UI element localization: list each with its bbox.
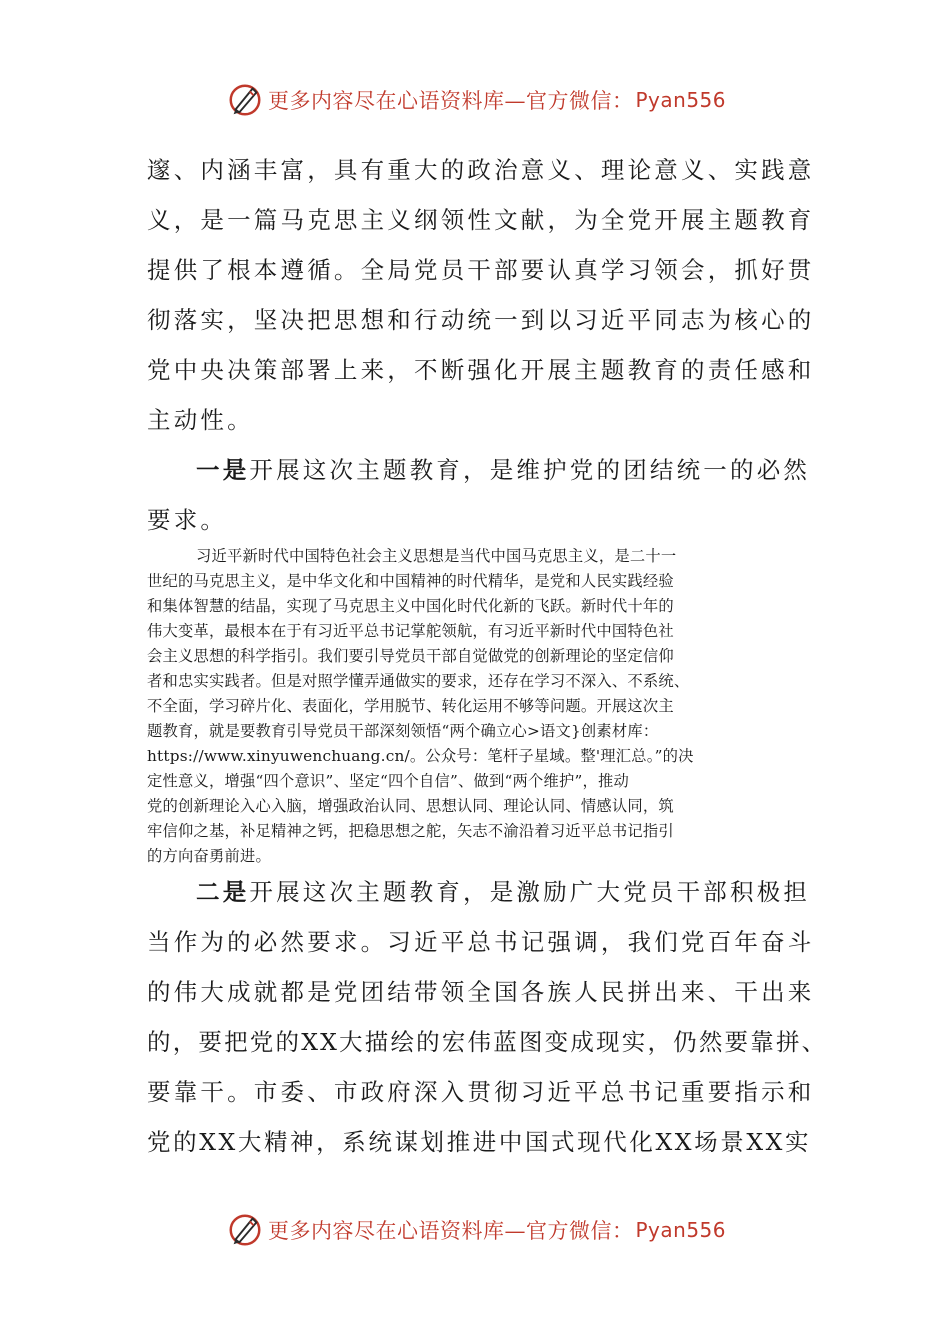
- banner-text: 更多内容尽在心语资料库—官方微信：: [268, 1219, 634, 1243]
- footer-banner: [226, 1208, 746, 1252]
- banner-wechat-id: Pyan556: [635, 88, 727, 112]
- body-line: 邃、内涵丰富，具有重大的政治意义、理论意义、实践意: [147, 156, 815, 184]
- small-paragraph-line: 定性意义，增强“四个意识”、坚定“四个自信”、做到“两个维护”，推动: [147, 772, 630, 790]
- pen-logo-icon: [226, 81, 264, 119]
- point-two-lead: 二是: [196, 878, 250, 906]
- banner-wechat-id: Pyan556: [635, 1218, 727, 1242]
- body-line: 的伟大成就都是党团结带领全国各族人民拼出来、干出来: [147, 978, 815, 1006]
- small-paragraph-line: 不全面，学习碎片化、表面化，学用脱节、转化运用不够等问题。开展这次主: [147, 697, 674, 715]
- small-paragraph-line: 者和忠实实践者。但是对照学懂弄通做实的要求，还存在学习不深入、不系统、: [147, 672, 690, 690]
- small-paragraph-line: 牢信仰之基，补足精神之钙，把稳思想之舵，矢志不渝沿着习近平总书记指引: [147, 822, 674, 840]
- small-paragraph-line: 会主义思想的科学指引。我们要引导党员干部自觉做党的创新理论的坚定信仰: [147, 647, 674, 665]
- small-paragraph-line: 党的创新理论入心入脑，增强政治认同、思想认同、理论认同、情感认同，筑: [147, 797, 674, 815]
- small-paragraph-line: 的方向奋勇前进。: [147, 847, 271, 865]
- pen-logo-icon: [226, 1211, 264, 1249]
- small-paragraph-line: 伟大变革，最根本在于有习近平总书记掌舵领航，有习近平新时代中国特色社: [147, 622, 674, 640]
- small-paragraph-line: 世纪的马克思主义，是中华文化和中国精神的时代精华，是党和人民实践经验: [147, 572, 674, 590]
- point-one-continuation: 要求。: [147, 506, 228, 534]
- body-line: 党的XX大精神，系统谋划推进中国式现代化XX场景XX实: [147, 1128, 812, 1156]
- point-one-heading: [196, 455, 810, 485]
- header-banner: [226, 78, 746, 122]
- body-line: 的，要把党的XX大描绘的宏伟蓝图变成现实，仍然要靠拼、: [147, 1028, 828, 1056]
- point-one-text: 开展这次主题教育，是维护党的团结统一的必然: [249, 456, 811, 484]
- small-paragraph-line: https://www.xinyuwenchuang.cn/。公众号：笔杆子星域。整'理汇总。”的决: [147, 747, 694, 765]
- banner-text: 更多内容尽在心语资料库—官方微信：: [268, 89, 634, 113]
- small-paragraph-line: 习近平新时代中国特色社会主义思想是当代中国马克思主义，是二十一: [196, 547, 677, 565]
- body-line: 义，是一篇马克思主义纲领性文献，为全党开展主题教育: [147, 206, 815, 234]
- point-one-lead: 一是: [196, 456, 250, 484]
- body-line: 彻落实，坚决把思想和行动统一到以习近平同志为核心的: [147, 306, 815, 334]
- body-line: 要靠干。市委、市政府深入贯彻习近平总书记重要指示和: [147, 1078, 815, 1106]
- small-paragraph-line: 题教育，就是要教育引导党员干部深刻领悟“两个确立心>语文}创素材库：: [147, 722, 659, 740]
- small-paragraph-line: 和集体智慧的结晶，实现了马克思主义中国化时代化新的飞跃。新时代十年的: [147, 597, 674, 615]
- point-two-heading: [196, 877, 810, 907]
- point-two-text: 开展这次主题教育，是激励广大党员干部积极担: [249, 878, 811, 906]
- body-line: 提供了根本遵循。全局党员干部要认真学习领会，抓好贯: [147, 256, 815, 284]
- body-line: 当作为的必然要求。习近平总书记强调，我们党百年奋斗: [147, 928, 815, 956]
- body-line: 主动性。: [147, 406, 254, 434]
- body-line: 党中央决策部署上来，不断强化开展主题教育的责任感和: [147, 356, 815, 384]
